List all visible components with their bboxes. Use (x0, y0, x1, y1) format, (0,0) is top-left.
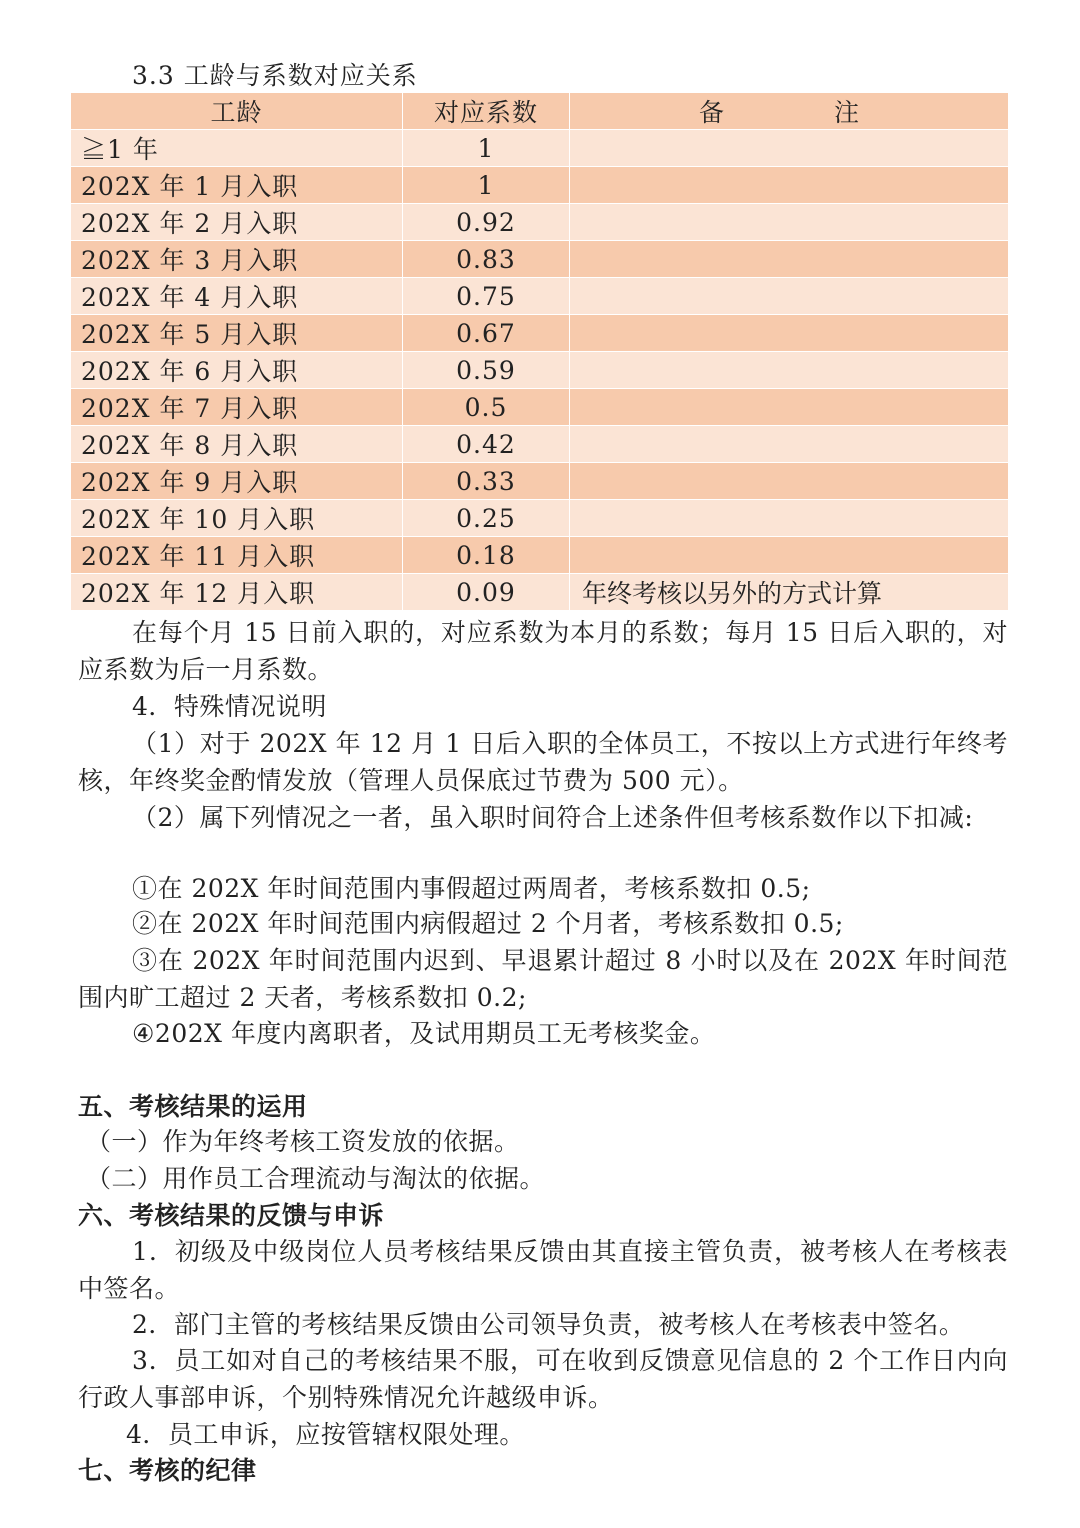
heading-section-5: 五、考核结果的运用 (78, 1092, 308, 1121)
seniority-cell: ≧1 年 (71, 130, 403, 167)
coefficient-cell: 0.25 (403, 500, 570, 537)
seniority-cell: 202X 年 9 月入职 (71, 463, 403, 500)
note-cell (570, 315, 1009, 352)
seniority-cell: 202X 年 11 月入职 (71, 537, 403, 574)
coefficient-cell: 0.33 (403, 463, 570, 500)
table-row (71, 167, 1009, 204)
note-cell (570, 389, 1009, 426)
table-row (71, 315, 1009, 352)
paragraph-feedback-1: 1．初级及中级岗位人员考核结果反馈由其直接主管负责，被考核人在考核表中签名。 (78, 1237, 1008, 1303)
seniority-cell: 202X 年 7 月入职 (71, 389, 403, 426)
seniority-cell: 202X 年 3 月入职 (71, 241, 403, 278)
table-row (71, 463, 1009, 500)
seniority-cell: 202X 年 8 月入职 (71, 426, 403, 463)
coefficient-cell: 0.67 (403, 315, 570, 352)
coefficient-cell: 0.92 (403, 204, 570, 241)
seniority-cell: 202X 年 2 月入职 (71, 204, 403, 241)
note-cell (570, 130, 1009, 167)
coefficient-cell: 0.75 (403, 278, 570, 315)
coefficient-cell: 0.83 (403, 241, 570, 278)
paragraph-feedback-3: 3．员工如对自己的考核结果不服，可在收到反馈意见信息的 2 个工作日内向行政人事部申诉，个别特殊情况允许越级申诉。 (78, 1346, 1008, 1412)
heading-section-7: 七、考核的纪律 (78, 1456, 257, 1485)
paragraph-joining-rule: 在每个月 15 日前入职的，对应系数为本月的系数；每月 15 日后入职的，对应系数为后一月系数。 (78, 618, 1008, 684)
note-cell (570, 352, 1009, 389)
note-cell (570, 278, 1009, 315)
paragraph-case-1: （1）对于 202X 年 12 月 1 日后入职的全体员工，不按以上方式进行年终考核，年终奖金酌情发放（管理人员保底过节费为 500 元）。 (78, 729, 1008, 795)
note-cell (570, 500, 1009, 537)
table-row (71, 130, 1009, 167)
seniority-cell: 202X 年 4 月入职 (71, 278, 403, 315)
paragraph-usage-1: （一）作为年终考核工资发放的依据。 (86, 1127, 520, 1156)
paragraph-feedback-4: 4．员工申诉，应按管辖权限处理。 (126, 1420, 525, 1449)
coefficient-cell: 0.42 (403, 426, 570, 463)
coefficient-cell: 1 (403, 130, 570, 167)
section-title: 3.3 工龄与系数对应关系 (132, 61, 418, 90)
table-row (71, 389, 1009, 426)
table-row (71, 500, 1009, 537)
coefficient-cell: 0.18 (403, 537, 570, 574)
table-row (71, 278, 1009, 315)
table-row (71, 204, 1009, 241)
seniority-cell: 202X 年 12 月入职 (71, 574, 403, 611)
note-cell (570, 463, 1009, 500)
subheading-special-cases: 4．特殊情况说明 (132, 692, 327, 721)
seniority-cell: 202X 年 10 月入职 (71, 500, 403, 537)
note-cell (570, 537, 1009, 574)
note-cell: 年终考核以另外的方式计算 (570, 574, 1009, 611)
list-item-deduction-3: ③在 202X 年时间范围内迟到、早退累计超过 8 小时以及在 202X 年时间范围内旷工超过 2 天者，考核系数扣 0.2; (78, 946, 1008, 1012)
coefficient-cell: 1 (403, 167, 570, 204)
note-cell (570, 167, 1009, 204)
seniority-cell: 202X 年 1 月入职 (71, 167, 403, 204)
table-row (71, 574, 1009, 611)
note-cell (570, 426, 1009, 463)
list-item-deduction-2: ②在 202X 年时间范围内病假超过 2 个月者，考核系数扣 0.5; (132, 909, 844, 938)
paragraph-feedback-2: 2．部门主管的考核结果反馈由公司领导负责，被考核人在考核表中签名。 (132, 1310, 965, 1339)
coefficient-cell: 0.09 (403, 574, 570, 611)
table-header-row (71, 93, 1009, 130)
table-row (71, 241, 1009, 278)
table-row (71, 352, 1009, 389)
coefficient-cell: 0.5 (403, 389, 570, 426)
header-coefficient: 对应系数 (403, 93, 570, 130)
seniority-cell: 202X 年 6 月入职 (71, 352, 403, 389)
header-seniority: 工龄 (71, 93, 403, 130)
paragraph-usage-2: （二）用作员工合理流动与淘汰的依据。 (86, 1164, 546, 1193)
seniority-coefficient-table (71, 93, 1009, 611)
note-cell (570, 241, 1009, 278)
list-item-deduction-4: ④202X 年度内离职者，及试用期员工无考核奖金。 (132, 1019, 716, 1048)
header-note: 备 注 (570, 93, 1009, 130)
table-row (71, 537, 1009, 574)
paragraph-case-2: （2）属下列情况之一者，虽入职时间符合上述条件但考核系数作以下扣减: (132, 803, 974, 832)
heading-section-6: 六、考核结果的反馈与申诉 (78, 1201, 385, 1230)
note-cell (570, 204, 1009, 241)
list-item-deduction-1: ①在 202X 年时间范围内事假超过两周者，考核系数扣 0.5; (132, 874, 811, 903)
coefficient-cell: 0.59 (403, 352, 570, 389)
table-row (71, 426, 1009, 463)
seniority-cell: 202X 年 5 月入职 (71, 315, 403, 352)
